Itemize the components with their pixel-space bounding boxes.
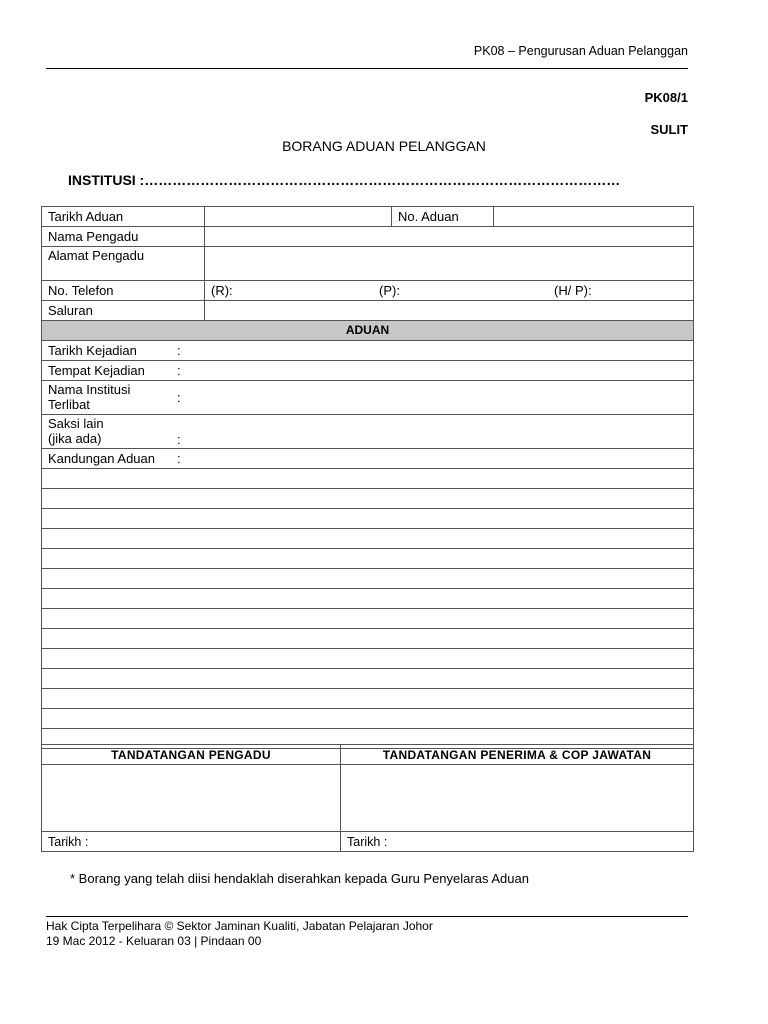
table-row	[42, 381, 694, 415]
table-row	[42, 207, 694, 227]
receiver-signature-date[interactable]: Tarikh :	[341, 832, 694, 852]
table-row	[42, 709, 694, 729]
table-row	[42, 321, 694, 341]
involved-institution-field[interactable]	[42, 381, 694, 415]
complainant-signature-box[interactable]	[42, 765, 341, 832]
institution-field[interactable]: INSTITUSI :…………………………………………………………………………………………	[68, 172, 621, 188]
content-line[interactable]	[42, 469, 694, 489]
table-row	[42, 449, 694, 469]
table-row	[42, 689, 694, 709]
phone-office-label: (P):	[379, 283, 400, 298]
content-line[interactable]	[42, 489, 694, 509]
content-line[interactable]	[42, 509, 694, 529]
document-reference: PK08 – Pengurusan Aduan Pelanggan	[473, 44, 688, 58]
content-line[interactable]	[42, 589, 694, 609]
table-row	[42, 569, 694, 589]
phone-label: No. Telefon	[42, 281, 205, 301]
copyright-text: Hak Cipta Terpelihara © Sektor Jaminan Kualiti, Jabatan Pelajaran Johor	[46, 919, 433, 933]
involved-institution-label-line2: Terlibat	[48, 397, 90, 412]
event-date-field[interactable]	[42, 341, 694, 361]
complainant-signature-date[interactable]: Tarikh :	[42, 832, 341, 852]
table-row	[42, 549, 694, 569]
complainant-name-field[interactable]	[205, 227, 694, 247]
table-row	[42, 247, 694, 281]
footer-divider	[46, 916, 688, 917]
content-line[interactable]	[42, 569, 694, 589]
content-line[interactable]	[42, 549, 694, 569]
complaint-date-label: Tarikh Aduan	[42, 207, 205, 227]
phone-mobile-label: (H/ P):	[554, 283, 592, 298]
table-row	[42, 529, 694, 549]
form-code: PK08/1	[644, 90, 688, 105]
table-row	[42, 361, 694, 381]
content-line[interactable]	[42, 609, 694, 629]
table-row	[42, 609, 694, 629]
colon: :	[177, 363, 181, 378]
signature-table	[41, 744, 694, 852]
complainant-address-label: Alamat Pengadu	[42, 247, 205, 281]
event-date-label: Tarikh Kejadian	[48, 343, 137, 358]
table-row	[42, 589, 694, 609]
receiver-signature-box[interactable]	[341, 765, 694, 832]
content-line[interactable]	[42, 689, 694, 709]
phone-field[interactable]	[205, 281, 694, 301]
colon: :	[177, 451, 181, 466]
table-row	[42, 415, 694, 449]
table-row	[42, 669, 694, 689]
colon: :	[177, 390, 181, 405]
colon: :	[177, 343, 181, 358]
involved-institution-label-line1: Nama Institusi	[48, 382, 131, 397]
phone-home-label: (R):	[211, 283, 233, 298]
submission-note: * Borang yang telah diisi hendaklah diserahkan kepada Guru Penyelaras Aduan	[70, 871, 529, 886]
content-line[interactable]	[42, 669, 694, 689]
table-row	[42, 649, 694, 669]
witness-label-line1: Saksi lain	[48, 416, 104, 431]
content-line[interactable]	[42, 529, 694, 549]
classification-label: SULIT	[650, 122, 688, 137]
complainant-name-label: Nama Pengadu	[42, 227, 205, 247]
witness-label-line2: (jika ada)	[48, 431, 102, 446]
table-row	[42, 832, 694, 852]
complaint-form-table	[41, 206, 694, 749]
content-line[interactable]	[42, 629, 694, 649]
table-row	[42, 469, 694, 489]
witness-field[interactable]	[42, 415, 694, 449]
receiver-signature-header: TANDATANGAN PENERIMA & COP JAWATAN	[341, 745, 694, 765]
complaint-number-label: No. Aduan	[392, 207, 494, 227]
table-row	[42, 489, 694, 509]
colon: :	[177, 432, 181, 447]
event-place-label: Tempat Kejadian	[48, 363, 145, 378]
header-divider	[46, 68, 688, 69]
complainant-signature-header: TANDATANGAN PENGADU	[42, 745, 341, 765]
table-row	[42, 281, 694, 301]
table-row	[42, 227, 694, 247]
complaint-content-field[interactable]	[42, 449, 694, 469]
channel-label: Saluran	[42, 301, 205, 321]
complaint-date-field[interactable]	[205, 207, 392, 227]
complainant-address-field[interactable]	[205, 247, 694, 281]
table-row	[42, 509, 694, 529]
table-row	[42, 341, 694, 361]
content-line[interactable]	[42, 709, 694, 729]
table-row	[42, 765, 694, 832]
complaint-content-label: Kandungan Aduan	[48, 451, 155, 466]
version-text: 19 Mac 2012 - Keluaran 03 | Pindaan 00	[46, 934, 262, 948]
table-row	[42, 745, 694, 765]
event-place-field[interactable]	[42, 361, 694, 381]
table-row	[42, 301, 694, 321]
form-title: BORANG ADUAN PELANGGAN	[282, 138, 486, 154]
content-line[interactable]	[42, 649, 694, 669]
table-row	[42, 629, 694, 649]
complaint-number-field[interactable]	[494, 207, 694, 227]
complaint-section-header: ADUAN	[42, 321, 694, 341]
channel-field[interactable]	[205, 301, 694, 321]
